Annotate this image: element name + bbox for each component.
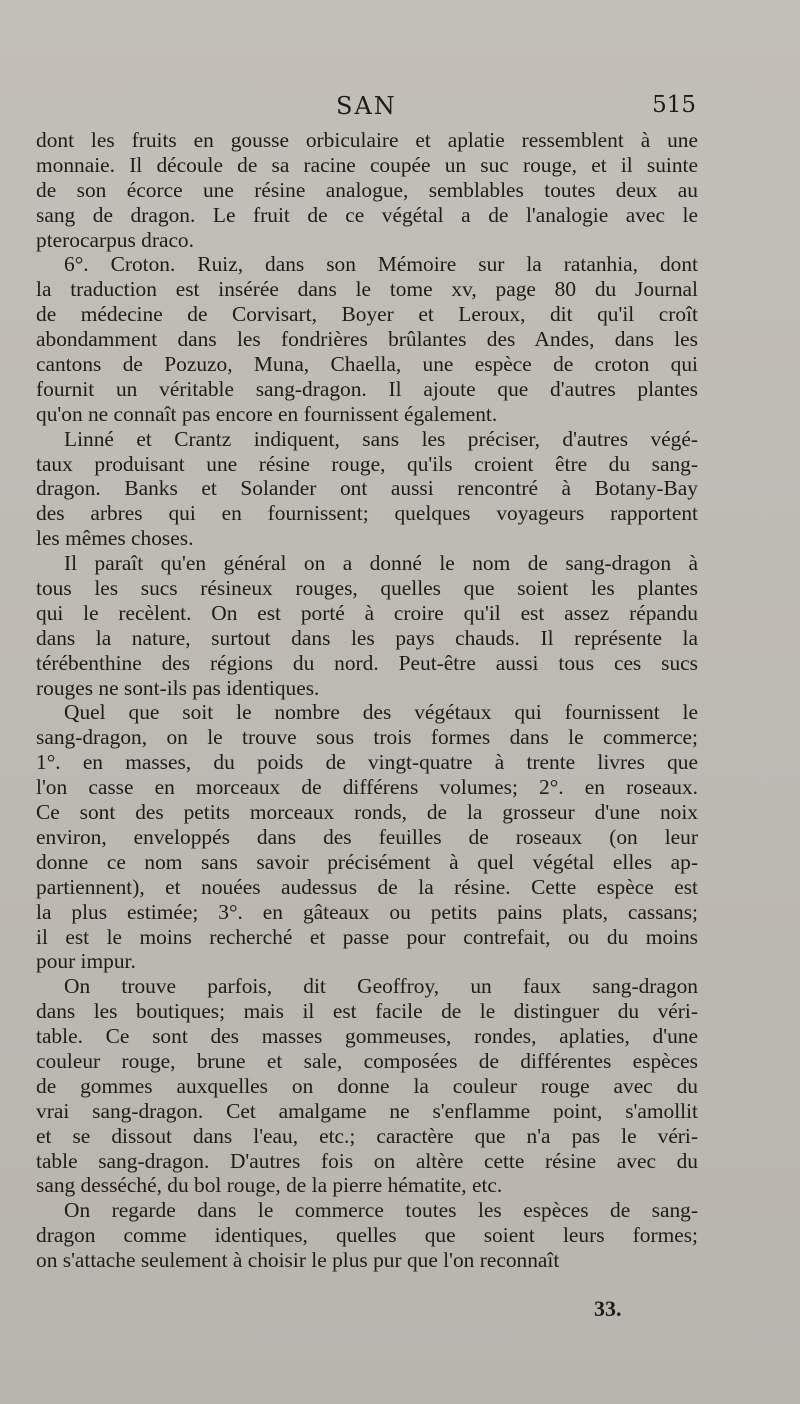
signature-mark: 33.: [594, 1296, 622, 1321]
page-header: [36, 92, 696, 124]
text-line: térébenthine des régions du nord. Peut-être aussi tous ces sucs: [36, 650, 698, 675]
text-line: Il paraît qu'en général on a donné le nom de sang-dragon à: [64, 551, 698, 576]
text-line: table. Ce sont des masses gommeuses, rondes, aplaties, d'une: [36, 1024, 698, 1049]
text-line: On regarde dans le commerce toutes les espèces de sang-: [64, 1198, 698, 1223]
text-line: dans les boutiques; mais il est facile de le distinguer du véri-: [36, 999, 698, 1024]
paragraph: [36, 1198, 698, 1273]
page-number: 515: [652, 92, 696, 118]
text-line: monnaie. Il découle de sa racine coupée un suc rouge, et il suinte: [36, 152, 698, 177]
text-line: dragon. Banks et Solander ont aussi rencontré à Botany-Bay: [36, 476, 698, 501]
text-line: rouges ne sont-ils pas identiques.: [36, 675, 320, 700]
text-line: il est le moins recherché et passe pour contrefait, ou du moins: [36, 924, 698, 949]
text-line: abondamment dans les fondrières brûlantes des Andes, dans les: [36, 327, 698, 352]
text-line: 1°. en masses, du poids de vingt-quatre à trente livres que: [36, 750, 698, 775]
text-line: tous les sucs résineux rouges, quelles que soient les plantes: [36, 576, 698, 601]
text-line: 6°. Croton. Ruiz, dans son Mémoire sur la ratanhia, dont: [64, 252, 698, 277]
text-line: qu'on ne connaît pas encore en fournissent également.: [36, 401, 498, 426]
text-line: Ce sont des petits morceaux ronds, de la grosseur d'une noix: [36, 800, 698, 825]
paragraph: [36, 974, 698, 1198]
paragraph: [36, 700, 698, 974]
text-line: et se dissout dans l'eau, etc.; caractère que n'a pas le véri-: [36, 1123, 698, 1148]
text-line: cantons de Pozuzo, Muna, Chaella, une espèce de croton qui: [36, 352, 698, 377]
text-line: couleur rouge, brune et sale, composées de différentes espèces: [36, 1048, 698, 1073]
text-line: vrai sang-dragon. Cet amalgame ne s'enflamme point, s'amollit: [36, 1098, 698, 1123]
paragraph: [36, 128, 698, 252]
text-line: la traduction est insérée dans le tome xv, page 80 du Journal: [36, 277, 698, 302]
text-line: donne ce nom sans savoir précisément à quel végétal elles ap-: [36, 849, 698, 874]
text-line: la plus estimée; 3°. en gâteaux ou petits pains plats, cassans;: [36, 899, 698, 924]
text-line: pterocarpus draco.: [36, 227, 194, 252]
text-line: de son écorce une résine analogue, semblables toutes deux au: [36, 177, 698, 202]
text-line: partiennent), et nouées audessus de la résine. Cette espèce est: [36, 874, 698, 899]
text-line: les mêmes choses.: [36, 526, 194, 551]
text-line: dont les fruits en gousse orbiculaire et aplatie ressemblent à une: [36, 128, 698, 152]
text-line: l'on casse en morceaux de différens volumes; 2°. en roseaux.: [36, 775, 698, 800]
text-line: pour impur.: [36, 949, 136, 974]
text-line: sang-dragon, on le trouve sous trois formes dans le commerce;: [36, 725, 698, 750]
paragraph: [36, 551, 698, 700]
paragraph: [36, 427, 698, 551]
text-line: sang de dragon. Le fruit de ce végétal a de l'analogie avec le: [36, 202, 698, 227]
text-line: sang desséché, du bol rouge, de la pierre hématite, etc.: [36, 1173, 503, 1198]
text-line: On trouve parfois, dit Geoffroy, un faux sang-dragon: [64, 974, 698, 999]
text-line: fournit un véritable sang-dragon. Il ajoute que d'autres plantes: [36, 376, 698, 401]
text-line: table sang-dragon. D'autres fois on altère cette résine avec du: [36, 1148, 698, 1173]
text-line: taux produisant une résine rouge, qu'ils croient être du sang-: [36, 451, 698, 476]
text-line: de médecine de Corvisart, Boyer et Leroux, dit qu'il croît: [36, 302, 698, 327]
running-head: SAN: [336, 92, 397, 120]
body-text: [36, 128, 698, 1273]
text-line: qui le recèlent. On est porté à croire qu'il est assez répandu: [36, 600, 698, 625]
text-line: dragon comme identiques, quelles que soient leurs formes;: [36, 1223, 698, 1248]
text-line: Linné et Crantz indiquent, sans les préciser, d'autres végé-: [64, 426, 698, 451]
text-line: on s'attache seulement à choisir le plus pur que l'on reconnaît: [36, 1248, 560, 1273]
text-line: dans la nature, surtout dans les pays chauds. Il représente la: [36, 625, 698, 650]
paragraph: [36, 252, 698, 426]
text-line: des arbres qui en fournissent; quelques voyageurs rapportent: [36, 501, 698, 526]
text-line: environ, enveloppés dans des feuilles de roseaux (on leur: [36, 824, 698, 849]
text-line: Quel que soit le nombre des végétaux qui fournissent le: [64, 700, 698, 725]
text-line: de gommes auxquelles on donne la couleur rouge avec du: [36, 1073, 698, 1098]
